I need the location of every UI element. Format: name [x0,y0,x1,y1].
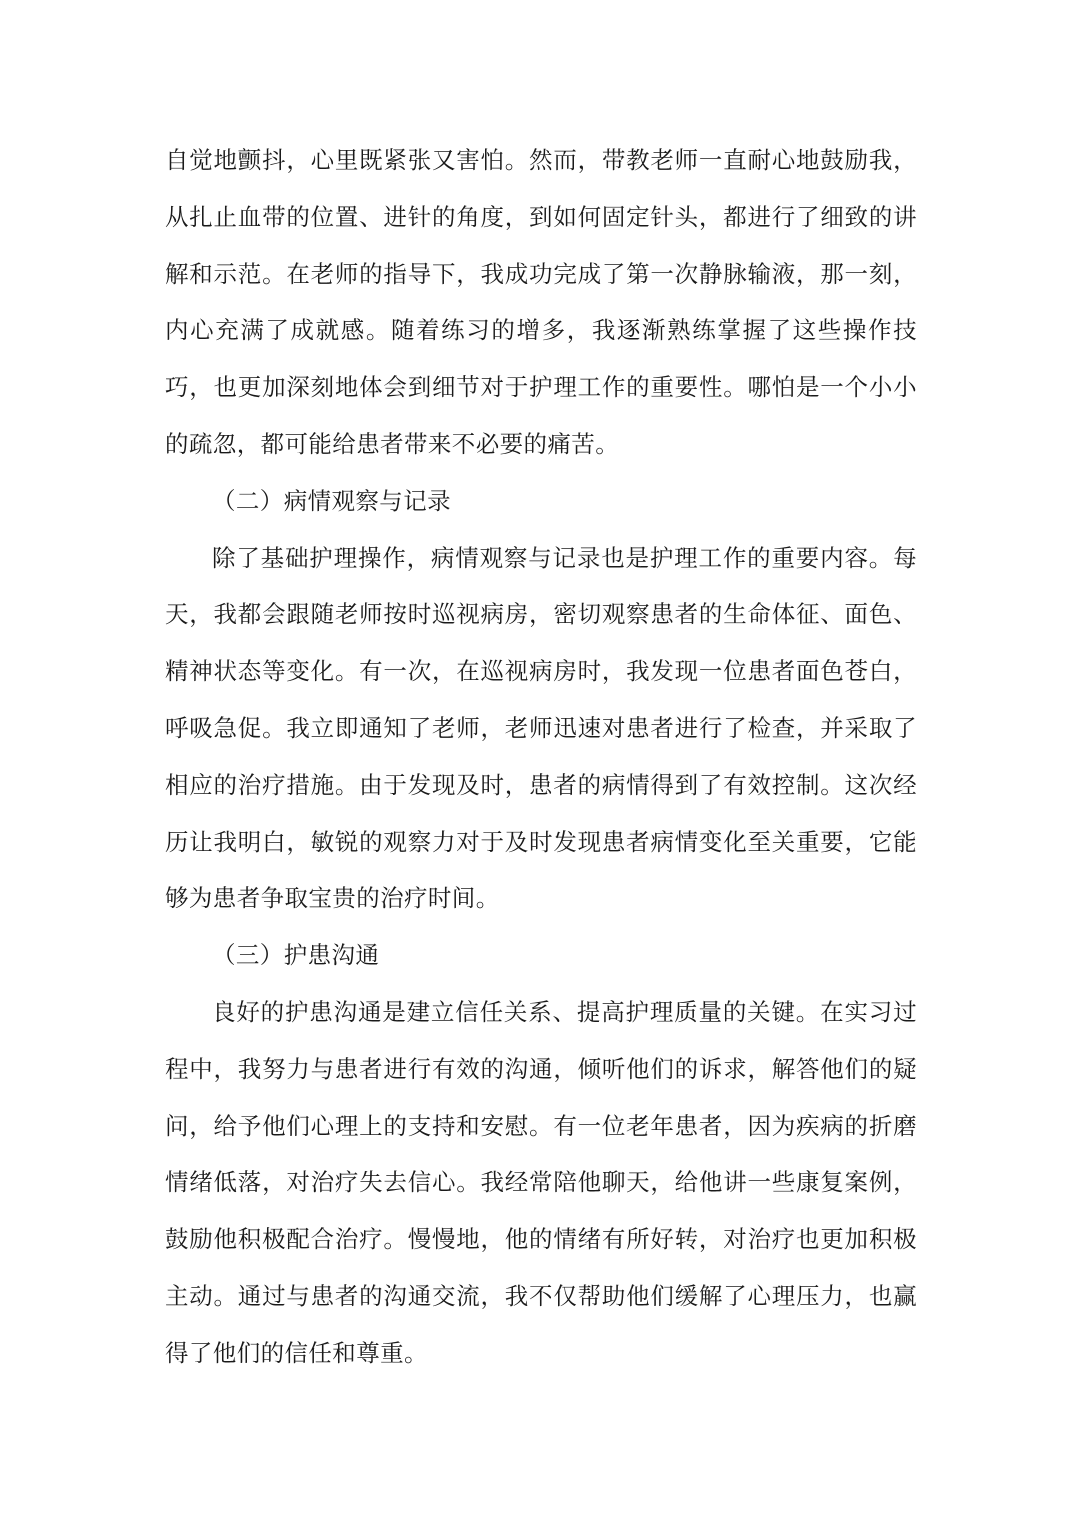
section-heading-communication: （三）护患沟通 [212,941,380,970]
paragraph-observation: 除了基础护理操作，病情观察与记录也是护理工作的重要内容。每天，我都会跟随老师按时巡视病房，密切观察患者的生命体征、面色、精神状态等变化。有一次，在巡视病房时，我发现一位患者面色苍白，呼吸急促。我立即通知了老师，老师迅速对患者进行了检查，并采取了相应的治疗措施。由于发现及时，患者的病情得到了有效控制。这次经历让我明白，敏锐的观察力对于及时发现患者病情变化至关重要，它能够为患者争取宝贵的治疗时间。 [165,543,917,913]
paragraph-continuation: 自觉地颤抖，心里既紧张又害怕。然而，带教老师一直耐心地鼓励我，从扎止血带的位置、进针的角度，到如何固定针头，都进行了细致的讲解和示范。在老师的指导下，我成功完成了第一次静脉输液，那一刻，内心充满了成就感。随着练习的增多，我逐渐熟练掌握了这些操作技巧，也更加深刻地体会到细节对于护理工作的重要性。哪怕是一个小小的疏忽，都可能给患者带来不必要的痛苦。 [165,146,917,458]
section-heading-observation: （二）病情观察与记录 [212,486,451,515]
document-body [165,132,917,1382]
paragraph-communication: 良好的护患沟通是建立信任关系、提高护理质量的关键。在实习过程中，我努力与患者进行有效的沟通，倾听他们的诉求，解答他们的疑问，给予他们心理上的支持和安慰。有一位老年患者，因为疾病的折磨情绪低落，对治疗失去信心。我经常陪他聊天，给他讲一些康复案例，鼓励他积极配合治疗。慢慢地，他的情绪有所好转，对治疗也更加积极主动。通过与患者的沟通交流，我不仅帮助他们缓解了心理压力，也赢得了他们的信任和尊重。 [165,997,917,1367]
